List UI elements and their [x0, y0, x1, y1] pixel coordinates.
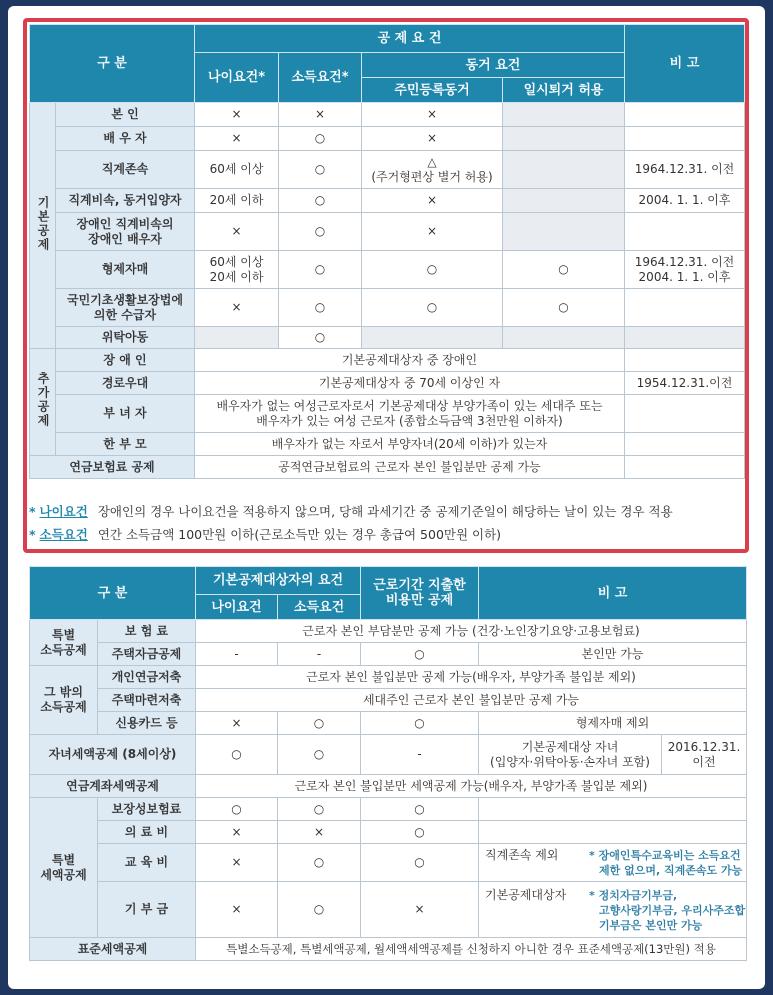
group-basic: 기본공제 [30, 103, 56, 349]
header-category: 구 분 [30, 25, 195, 103]
header-income: 소득요건* [279, 53, 362, 103]
cell-age: × [195, 127, 279, 151]
table-row [30, 844, 747, 882]
row-label: 위탁아동 [56, 327, 195, 349]
cell-cost: ○ [361, 643, 479, 666]
cell-temporary: ○ [503, 289, 625, 327]
table-row [30, 938, 747, 961]
row-label: 의 료 비 [98, 821, 196, 844]
cell-note [625, 395, 745, 433]
cell-registered [362, 327, 503, 349]
row-label: 장 애 인 [56, 349, 195, 372]
row-label: 자녀세액공제 (8세이상) [30, 735, 196, 775]
cell-note [625, 127, 745, 151]
cell-note: 직계존속 제외 * 장애인특수교육비는 소득요건 제한 없으며, 직계존속도 가능 [479, 844, 747, 882]
cell-note [479, 821, 747, 844]
table-row [30, 433, 745, 456]
header-note: 비 고 [625, 25, 745, 103]
footnote-income: * 소득요건 연간 소득금액 100만원 이하(근로소득만 있는 경우 총급여 500만원 이하) [29, 527, 502, 542]
cell-text: 세대주인 근로자 본인 불입분만 공제 가능 [196, 689, 747, 712]
table-row [30, 735, 747, 775]
cell-note [625, 103, 745, 127]
cell-registered: × [362, 213, 503, 251]
cell-cost: ○ [361, 798, 479, 821]
table-row [30, 456, 745, 479]
row-label: 보 험 료 [98, 620, 196, 643]
header-temporary: 일시퇴거 허용 [503, 78, 625, 103]
table-row [30, 712, 747, 735]
row-label: 직계존속 [56, 151, 195, 189]
cell-cost: ○ [361, 712, 479, 735]
table-row [30, 127, 745, 151]
cell-income: ○ [278, 882, 361, 938]
cell-temporary [503, 127, 625, 151]
table-row [30, 882, 747, 938]
row-label: 연금보험료 공제 [30, 456, 195, 479]
group-special-income: 특별 소득공제 [30, 620, 98, 666]
cell-registered: × [362, 103, 503, 127]
row-label: 연금계좌세액공제 [30, 775, 196, 798]
header-income: 소득요건 [278, 595, 361, 620]
cell-registered: × [362, 127, 503, 151]
cell-note: 기본공제대상자 * 정치자금기부금, 고향사랑기부금, 우리사주조합 기부금은 본인만 가능 [479, 882, 747, 938]
basic-deduction-table [29, 24, 745, 479]
table-row [30, 620, 747, 643]
cell-note: 1964.12.31. 이전 2004. 1. 1. 이후 [625, 251, 745, 289]
row-label: 기 부 금 [98, 882, 196, 938]
cell-age: 20세 이하 [195, 189, 279, 213]
row-label: 주택마련저축 [98, 689, 196, 712]
table-row [30, 689, 747, 712]
group-extra: 추가공제 [30, 349, 56, 456]
table-row [30, 103, 745, 127]
cell-income: ○ [279, 127, 362, 151]
table-row [30, 327, 745, 349]
footnote-age: * 나이요건 장애인의 경우 나이요건을 적용하지 않으며, 당해 과세기간 중 공제기준일이 해당하는 날이 있는 경우 적용 [29, 504, 673, 519]
group-special-tax: 특별 세액공제 [30, 798, 98, 938]
cell-income: ○ [278, 712, 361, 735]
row-label: 경로우대 [56, 372, 195, 395]
cell-text: 배우자가 없는 자로서 부양자녀(20세 이하)가 있는자 [195, 433, 625, 456]
cell-cost: ○ [361, 844, 479, 882]
table-row [30, 289, 745, 327]
cell-note [625, 289, 745, 327]
cell-income: ○ [279, 327, 362, 349]
cell-income: × [279, 103, 362, 127]
cell-note [625, 433, 745, 456]
cell-age: ○ [196, 735, 278, 775]
cell-temporary [503, 151, 625, 189]
header-requirements: 공 제 요 건 [195, 25, 625, 53]
table-row [30, 775, 747, 798]
cell-temporary: ○ [503, 251, 625, 289]
table-row [30, 372, 745, 395]
cell-age: × [195, 289, 279, 327]
cell-registered: ○ [362, 289, 503, 327]
cell-age: × [195, 213, 279, 251]
cell-temporary [503, 189, 625, 213]
cell-note [625, 213, 745, 251]
cell-text: 근로자 본인 부담분만 공제 가능 (건강·노인장기요양·고용보험료) [196, 620, 747, 643]
cell-note: 2004. 1. 1. 이후 [625, 189, 745, 213]
cell-age: ○ [196, 798, 278, 821]
cell-text: 배우자가 없는 여성근로자로서 기본공제대상 부양가족이 있는 세대주 또는 배우자가 있는 여성 근로자 (종합소득금액 3천만원 이하자) [195, 395, 625, 433]
cell-registered: × [362, 189, 503, 213]
table-row [30, 189, 745, 213]
cell-cost: - [361, 735, 479, 775]
cell-age: × [196, 844, 278, 882]
cell-cost: × [361, 882, 479, 938]
cell-temporary [503, 103, 625, 127]
cell-registered: △ (주거형편상 별거 허용) [362, 151, 503, 189]
cell-note: 1954.12.31.이전 [625, 372, 745, 395]
row-label: 신용카드 등 [98, 712, 196, 735]
row-label: 부 녀 자 [56, 395, 195, 433]
table-row [30, 349, 745, 372]
row-label: 교 육 비 [98, 844, 196, 882]
header-age: 나이요건* [195, 53, 279, 103]
cell-note: 본인만 가능 [479, 643, 747, 666]
cell-note [625, 456, 745, 479]
cell-text: 기본공제대상자 중 장애인 [195, 349, 625, 372]
cell-income: ○ [278, 844, 361, 882]
header-requirements: 기본공제대상자의 요건 [196, 567, 361, 595]
group-other-income: 그 밖의 소득공제 [30, 666, 98, 735]
header-registered: 주민등록동거 [362, 78, 503, 103]
cell-income: ○ [279, 151, 362, 189]
cell-text: 특별소득공제, 특별세액공제, 월세액세액공제를 신청하지 아니한 경우 표준세액공제(13만원) 적용 [196, 938, 747, 961]
table-row [30, 798, 747, 821]
header-note: 비 고 [479, 567, 747, 620]
cell-note-date: 2016.12.31. 이전 [662, 735, 747, 775]
row-label: 보장성보험료 [98, 798, 196, 821]
table-row [30, 643, 747, 666]
cell-text: 기본공제대상자 중 70세 이상인 자 [195, 372, 625, 395]
row-label: 주택자금공제 [98, 643, 196, 666]
cell-registered: ○ [362, 251, 503, 289]
cell-text: 근로자 본인 불입분만 공제 가능(배우자, 부양가족 불입분 제외) [196, 666, 747, 689]
cell-text: 공적연금보험료의 근로자 본인 불입분만 공제 가능 [195, 456, 625, 479]
row-label: 국민기초생활보장법에 의한 수급자 [56, 289, 195, 327]
table-row [30, 151, 745, 189]
cell-income: ○ [279, 213, 362, 251]
row-label: 한 부 모 [56, 433, 195, 456]
row-label: 본 인 [56, 103, 195, 127]
cell-note [479, 798, 747, 821]
cell-temporary [503, 213, 625, 251]
cell-age: × [195, 103, 279, 127]
table-row [30, 666, 747, 689]
cell-income: - [278, 643, 361, 666]
header-cohabit: 동거 요건 [362, 53, 625, 78]
cell-age: × [196, 712, 278, 735]
cell-income: ○ [279, 251, 362, 289]
special-deduction-table [29, 566, 747, 961]
row-label: 장애인 직계비속의 장애인 배우자 [56, 213, 195, 251]
header-cost: 근로기간 지출한 비용만 공제 [361, 567, 479, 620]
cell-age: × [196, 882, 278, 938]
cell-text: 근로자 본인 불입분만 세액공제 가능(배우자, 부양가족 불입분 제외) [196, 775, 747, 798]
cell-note: 1964.12.31. 이전 [625, 151, 745, 189]
cell-income: × [278, 821, 361, 844]
row-label: 직계비속, 동거입양자 [56, 189, 195, 213]
table-row [30, 395, 745, 433]
cell-note [625, 327, 745, 349]
cell-note: 기본공제대상 자녀 (입양자·위탁아동·손자녀 포함) [479, 735, 662, 775]
header-category: 구 분 [30, 567, 196, 620]
footnotes [29, 500, 744, 546]
cell-temporary [503, 327, 625, 349]
cell-age: 60세 이상 [195, 151, 279, 189]
header-age: 나이요건 [196, 595, 278, 620]
cell-age [195, 327, 279, 349]
row-label: 표준세액공제 [30, 938, 196, 961]
cell-age: - [196, 643, 278, 666]
cell-cost: ○ [361, 821, 479, 844]
cell-age: × [196, 821, 278, 844]
cell-note [625, 349, 745, 372]
cell-income: ○ [278, 735, 361, 775]
cell-note: 형제자매 제외 [479, 712, 747, 735]
row-label: 형제자매 [56, 251, 195, 289]
table-row [30, 213, 745, 251]
cell-income: ○ [279, 189, 362, 213]
row-label: 개인연금저축 [98, 666, 196, 689]
table-row [30, 821, 747, 844]
cell-age: 60세 이상 20세 이하 [195, 251, 279, 289]
cell-income: ○ [278, 798, 361, 821]
table-row [30, 251, 745, 289]
row-label: 배 우 자 [56, 127, 195, 151]
cell-income: ○ [279, 289, 362, 327]
